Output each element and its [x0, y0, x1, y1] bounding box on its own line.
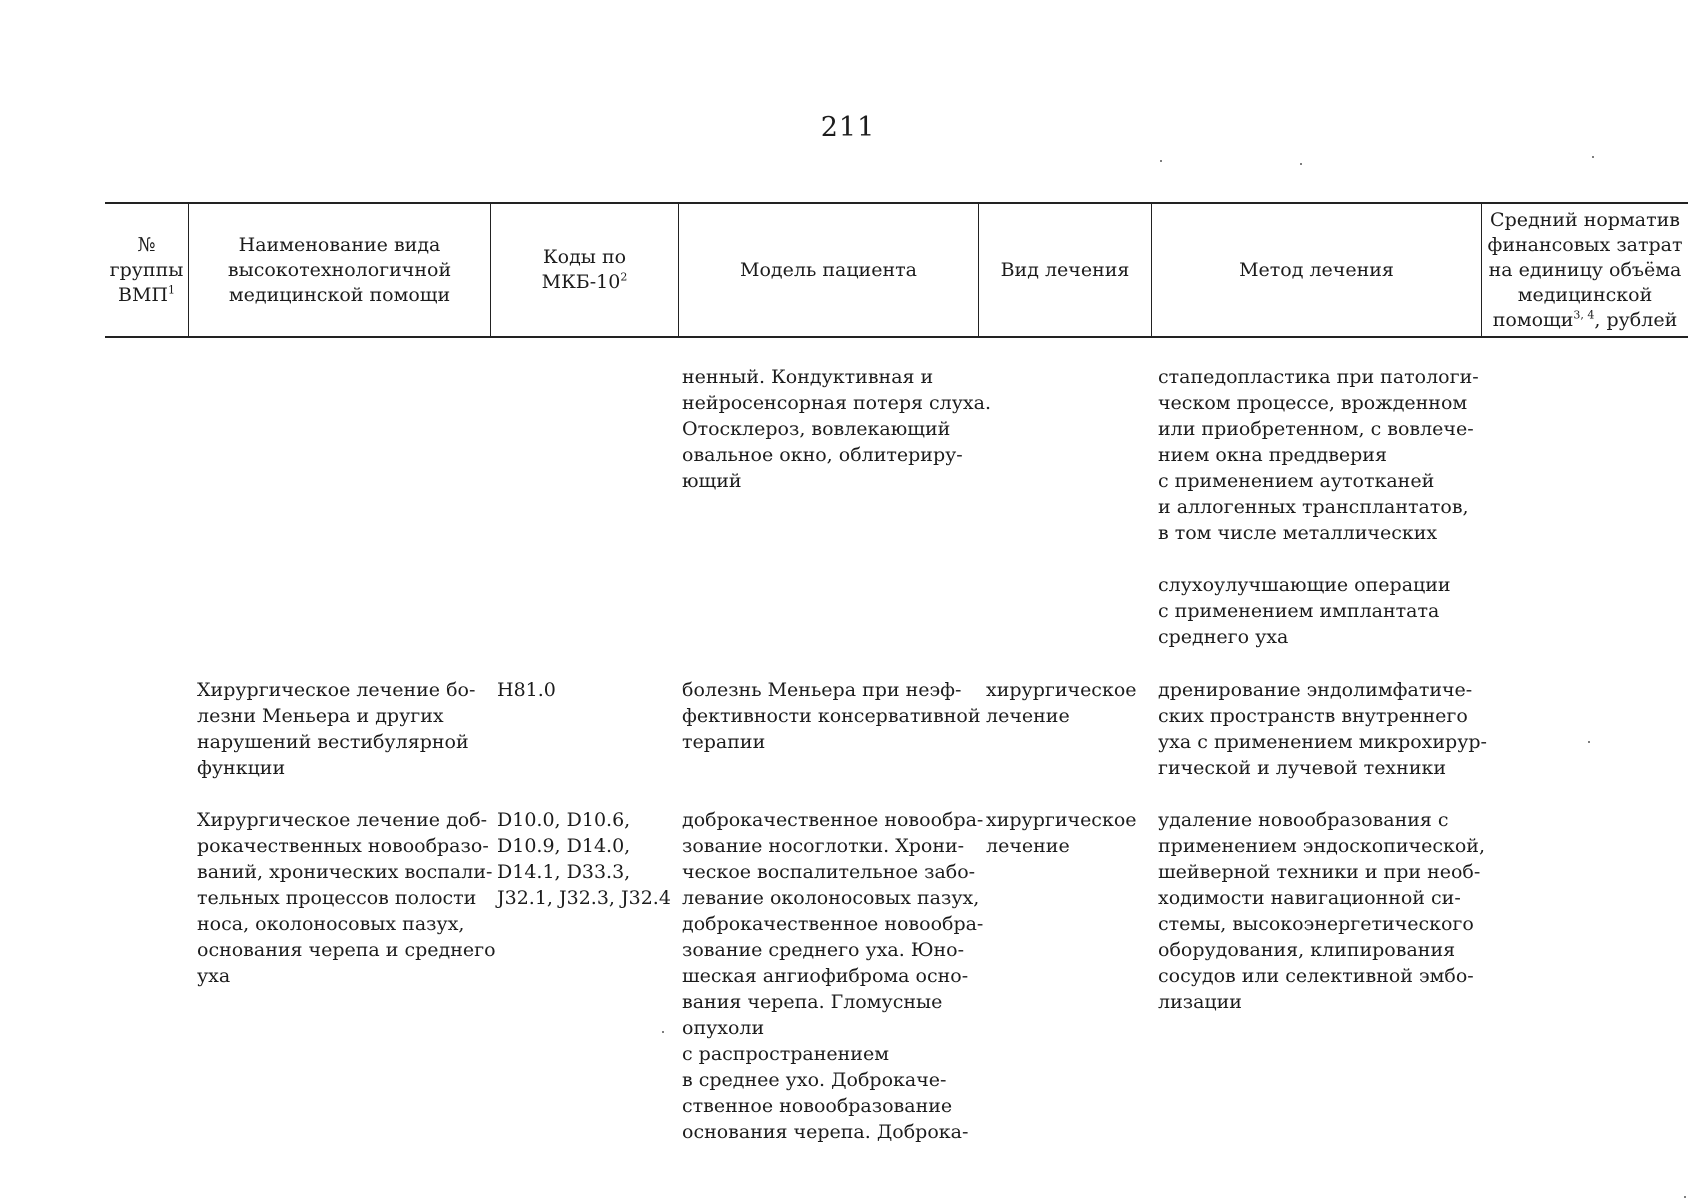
header-care-type-line2: высокотехнологичной — [227, 258, 452, 281]
header-group-number-line1: № — [137, 233, 156, 256]
page-number: 211 — [820, 112, 876, 143]
header-group-number-line2: группы — [109, 258, 184, 281]
header-treatment-type — [979, 204, 1152, 336]
header-patient-model-label: Модель пациента — [740, 258, 917, 281]
header-treatment-method-label: Метод лечения — [1239, 258, 1394, 281]
scan-speck — [1684, 1196, 1686, 1198]
header-cost-line1: Средний норматив — [1490, 208, 1680, 231]
header-patient-model — [679, 204, 979, 336]
header-group-number-line3: ВМП$^1$ — [118, 283, 175, 306]
header-care-type-line3: медицинской помощи — [228, 283, 451, 306]
header-treatment-method — [1152, 204, 1482, 336]
header-average-cost — [1482, 204, 1688, 336]
row-1-patient-model: болезнь Меньера при неэф- фективности консервативной терапии — [682, 679, 981, 753]
header-cost-line5: помощи$^{3, 4}$, рублей — [1492, 308, 1678, 331]
scan-speck — [1588, 741, 1590, 743]
scan-speck — [1160, 160, 1162, 162]
header-icd-line2: МКБ-$10^2$ — [541, 270, 628, 293]
row-2-treatment-type: хирургическое лечение — [986, 809, 1137, 857]
footnote-2: 2 — [620, 270, 628, 284]
header-care-type-line1: Наименование вида — [238, 233, 441, 256]
row-2-icd-codes: D10.0, D10.6, D10.9, D14.0, D14.1, D33.3, J32.1, J32.3, J32.4 — [497, 809, 671, 909]
scan-speck — [1300, 163, 1302, 165]
header-icd-line1: Коды по — [542, 246, 627, 268]
footnote-1: 1 — [168, 283, 175, 297]
header-cost-line4: медицинской — [1517, 283, 1653, 306]
row-1-treatment-method: дренирование эндолимфатиче- ских пространств внутреннего уха с применением микрохирур- гической и лучевой техники — [1158, 679, 1487, 779]
table-header — [105, 202, 1688, 338]
header-group-number — [105, 204, 189, 336]
row-0-patient-model: ненный. Кондуктивная и нейросенсорная потеря слуха. Отосклероз, вовлекающий овальное окно, облитериру- ющий — [682, 366, 992, 492]
row-0-treatment-method: стапедопластика при патологи- ческом процессе, врожденном или приобретенном, с вовлече- нием окна преддверия с применением аутотканей и аллогенных трансплантатов, в том числе металлических слухоулучшающие операции с применением имплантата среднего уха — [1158, 366, 1479, 648]
header-icd-codes — [491, 204, 679, 336]
row-2-treatment-method: удаление новообразования с применением эндоскопической, шейверной техники и при необ- ходимости навигационной си- стемы, высокоэнергетического оборудования, клипирования сосудов или селективной эмбо- лизации — [1158, 809, 1485, 1013]
header-cost-line3: на единицу объёма — [1488, 258, 1682, 281]
row-1-treatment-type: хирургическое лечение — [986, 679, 1137, 727]
header-care-type-name — [189, 204, 491, 336]
row-2-patient-model: доброкачественное новообра- зование носоглотки. Хрони- ческое воспалительное забо- левание околоносовых пазух, доброкачественное новообра- зование среднего уха. Юно- шеская ангиофиброма осно- вания черепа. Гломусные опухоли с распространением в среднее ухо. Доброкаче- ственное новообразование основания черепа. Доброка- — [682, 809, 984, 1143]
row-2-care-type-name: Хирургическое лечение доб- рокачественных новообразо- ваний, хронических воспали- тельных процессов полости носа, околоносовых пазух, основания черепа и среднего уха — [197, 809, 496, 987]
footnote-3-4: 3, 4 — [1573, 308, 1595, 322]
row-1-care-type-name: Хирургическое лечение бо- лезни Меньера и других нарушений вестибулярной функции — [197, 679, 476, 779]
header-treatment-type-label: Вид лечения — [1000, 258, 1130, 281]
header-cost-line2: финансовых затрат — [1487, 233, 1683, 256]
scan-speck — [1592, 156, 1594, 158]
scan-speck — [662, 1031, 664, 1033]
row-1-icd-codes: H81.0 — [497, 679, 556, 701]
